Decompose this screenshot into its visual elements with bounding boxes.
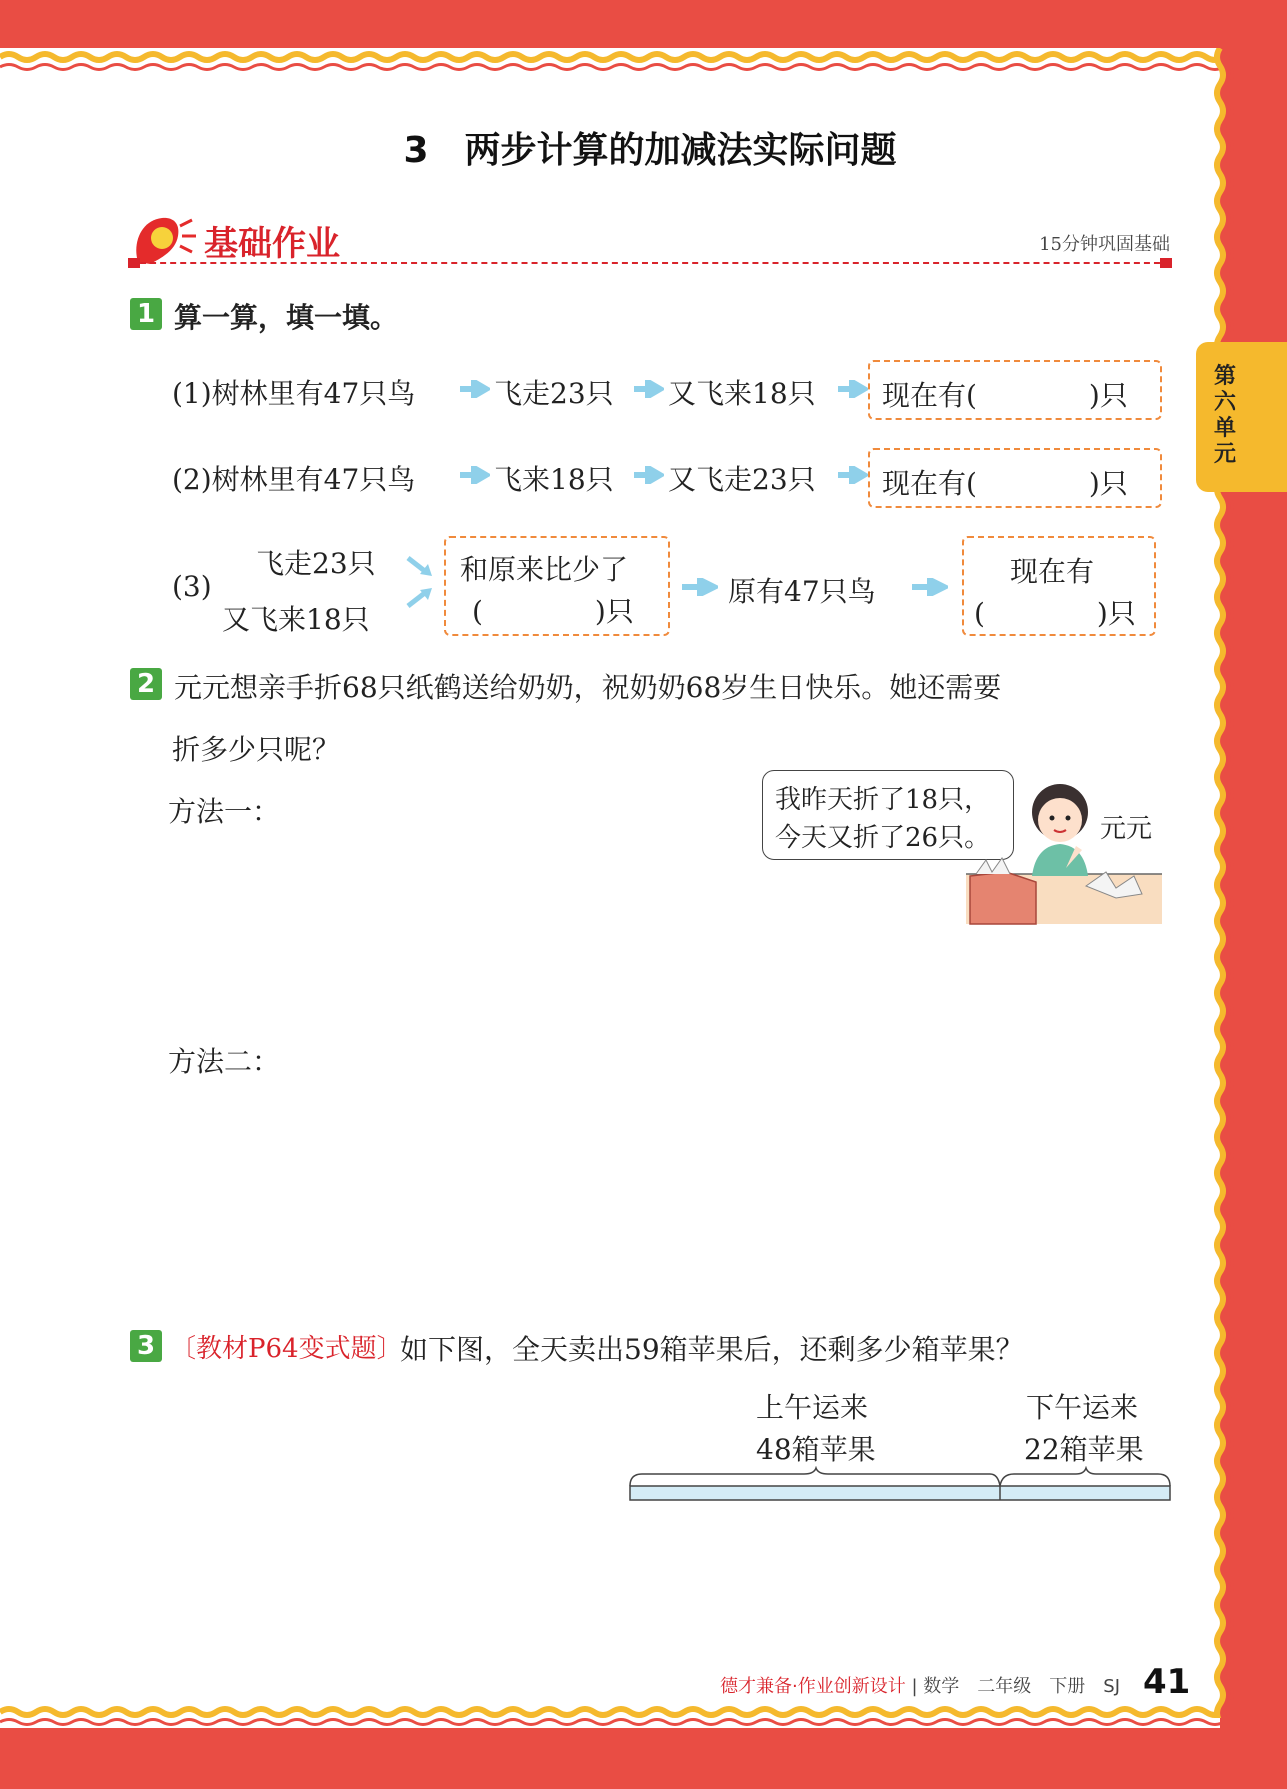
row2-step1: 飞来18只 <box>494 463 614 496</box>
segment1-line2: 48箱苹果 <box>756 1433 876 1466</box>
question-number: 1 <box>130 298 162 330</box>
row3-top: 飞走23只 <box>256 547 376 580</box>
row2-start: (2)树林里有47只鸟 <box>172 463 416 496</box>
box-line1: 和原来比少了 <box>460 553 629 586</box>
method-two-label: 方法二： <box>168 1045 281 1078</box>
section-divider <box>130 262 1170 264</box>
footer <box>720 1672 1120 1698</box>
segment1-line1: 上午运来 <box>756 1391 869 1424</box>
divider-cap-left <box>128 258 140 268</box>
answer-text: 现在有( )只 <box>882 467 1128 500</box>
unit-tab-label: 第六单元 <box>1214 364 1237 467</box>
arrow-right-icon <box>682 578 718 596</box>
method-one-answer-area[interactable] <box>170 840 730 1000</box>
question-text-line1: 元元想亲手折68只纸鹤送给奶奶，祝奶奶68岁生日快乐。她还需要 <box>174 671 1002 704</box>
box-line1: 现在有 <box>1010 555 1095 588</box>
girl-folding-cranes-illustration <box>966 776 1162 926</box>
line-segment-diagram <box>628 1466 1172 1506</box>
row1-step2: 又飞来18只 <box>668 377 816 410</box>
right-wave-border <box>1208 48 1238 1718</box>
question-number: 3 <box>130 1330 162 1362</box>
section-name: 基础作业 <box>204 224 340 264</box>
section-header <box>130 212 1170 272</box>
arrow-right-icon <box>634 466 664 484</box>
arrow-right-icon <box>634 380 664 398</box>
question-text: 如下图，全天卖出59箱苹果后，还剩多少箱苹果？ <box>400 1333 1024 1366</box>
question-prompt: 算一算，填一填。 <box>174 301 399 334</box>
footer-info: 数学 二年级 下册 SJ <box>923 1676 1121 1697</box>
box-line2: ( )只 <box>974 597 1136 630</box>
answer-box[interactable] <box>444 536 670 636</box>
footer-separator: | <box>911 1676 918 1697</box>
girl-name-label: 元元 <box>1100 814 1153 844</box>
row3-bottom: 又飞来18只 <box>222 603 370 636</box>
arrow-right-icon <box>460 466 490 484</box>
arrow-right-icon <box>838 380 868 398</box>
section-subtitle: 15分钟巩固基础 <box>1039 234 1170 255</box>
question-text-line2: 折多少只呢？ <box>172 733 341 766</box>
row3-label: (3) <box>172 570 212 603</box>
answer-box[interactable] <box>868 360 1162 420</box>
arrow-right-icon <box>460 380 490 398</box>
row1-start: (1)树林里有47只鸟 <box>172 377 416 410</box>
answer-box[interactable] <box>868 448 1162 508</box>
segment2-line2: 22箱苹果 <box>1024 1433 1144 1466</box>
answer-box[interactable] <box>962 536 1156 636</box>
segment2-line1: 下午运来 <box>1026 1391 1139 1424</box>
merge-arrows-icon <box>404 552 438 612</box>
top-wave-border <box>0 45 1220 75</box>
question-number: 2 <box>130 668 162 700</box>
row3-middle: 原有47只鸟 <box>728 575 876 608</box>
method-one-label: 方法一： <box>168 795 281 828</box>
row1-step1: 飞走23只 <box>494 377 614 410</box>
page-number: 41 <box>1143 1662 1191 1702</box>
method-two-answer-area[interactable] <box>170 1090 1150 1290</box>
page-title: 3 两步计算的加减法实际问题 <box>403 130 897 171</box>
box-line2: ( )只 <box>472 595 634 628</box>
divider-cap-right <box>1160 258 1172 268</box>
bubble-line1: 我昨天折了18只， <box>775 785 991 815</box>
bubble-line2: 今天又折了26只。 <box>775 823 991 853</box>
row2-step2: 又飞走23只 <box>668 463 816 496</box>
arrow-right-icon <box>912 578 948 596</box>
unit-tab <box>1196 342 1287 492</box>
arrow-right-icon <box>838 466 868 484</box>
textbook-reference-tag: 〔教材P64变式题〕 <box>170 1334 403 1364</box>
footer-brand: 德才兼备·作业创新设计 <box>720 1676 906 1697</box>
lamp-icon <box>130 212 200 268</box>
bottom-wave-border <box>0 1700 1220 1730</box>
answer-text: 现在有( )只 <box>882 379 1128 412</box>
